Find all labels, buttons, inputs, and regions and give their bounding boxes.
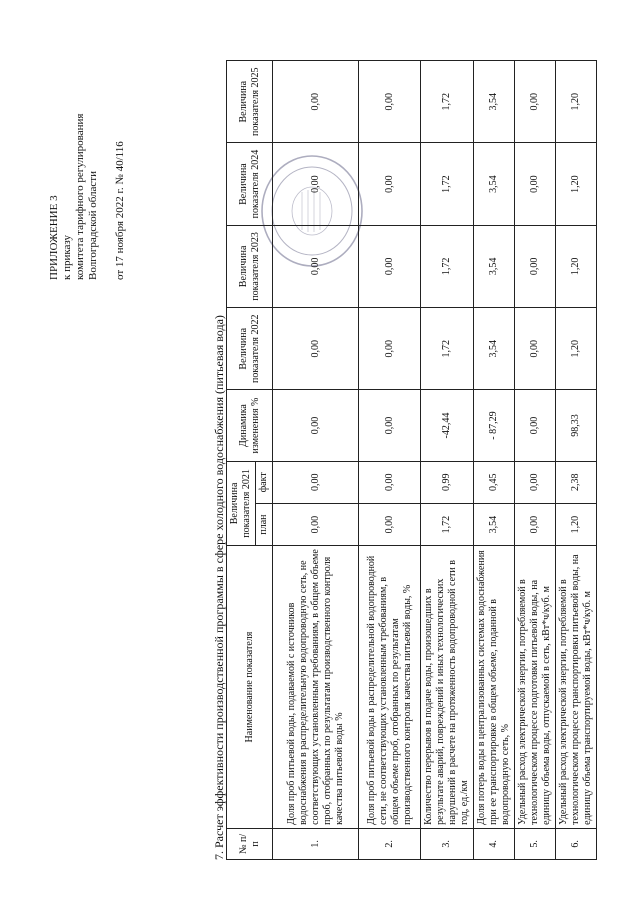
indicator-name: Доля потерь воды в централизованных системах водоснабжения при ее транспортировке в общем объеме, поданной в водопроводную сеть, % xyxy=(474,546,515,829)
value-2024: 1,72 xyxy=(421,143,474,225)
plan-value: 1,72 xyxy=(421,503,474,545)
value-2025: 1,20 xyxy=(556,61,597,143)
row-number: 6. xyxy=(556,828,597,859)
table-row xyxy=(273,61,359,860)
fact-value: 0,00 xyxy=(273,461,359,503)
value-2024: 3,54 xyxy=(474,143,515,225)
fact-value: 0,00 xyxy=(359,461,421,503)
col-header-fact: факт xyxy=(256,461,273,503)
col-header-2021: Величина показателя 2021 xyxy=(227,461,256,546)
value-2024: 0,00 xyxy=(273,143,359,225)
col-header-num: № п/п xyxy=(227,828,273,859)
dynamic-value: 0,00 xyxy=(273,390,359,461)
value-2022: 0,00 xyxy=(359,308,421,390)
col-header-plan: план xyxy=(256,503,273,545)
plan-value: 1,20 xyxy=(556,503,597,545)
table-row xyxy=(359,61,421,860)
value-2024: 0,00 xyxy=(515,143,556,225)
row-number: 5. xyxy=(515,828,556,859)
value-2025: 0,00 xyxy=(515,61,556,143)
appendix-region: Волгоградской области xyxy=(87,171,99,280)
row-number: 3. xyxy=(421,828,474,859)
value-2023: 1,72 xyxy=(421,225,474,307)
col-header-2023: Величина показателя 2023 xyxy=(227,225,273,307)
row-number: 2. xyxy=(359,828,421,859)
plan-value: 0,00 xyxy=(273,503,359,545)
row-number: 1. xyxy=(273,828,359,859)
value-2023: 0,00 xyxy=(515,225,556,307)
section-title: 7. Расчет эффективности производственной программы в сфере холодного водоснабжения (питьевая вода) xyxy=(212,315,226,860)
col-header-2025: Величина показателя 2025 xyxy=(227,61,273,143)
table-row xyxy=(515,61,556,860)
col-header-2024: Величина показателя 2024 xyxy=(227,143,273,225)
dynamic-value: 98,33 xyxy=(556,390,597,461)
value-2025: 0,00 xyxy=(273,61,359,143)
fact-value: 0,45 xyxy=(474,461,515,503)
indicator-name: Удельный расход электрической энергии, потребляемой в технологическом процессе подготовки питьевой воды, на единицу объема воды, отпускаемой в сеть, кВт*ч/куб. м xyxy=(515,546,556,829)
plan-value: 3,54 xyxy=(474,503,515,545)
value-2022: 1,72 xyxy=(421,308,474,390)
indicator-name: Количество перерывов в подаче воды, произошедших в результате аварий, повреждений и иных технологических нарушений в расчете на протяженность водопроводной сети в год, ед./км xyxy=(421,546,474,829)
value-2023: 0,00 xyxy=(273,225,359,307)
col-header-2022: Величина показателя 2022 xyxy=(227,308,273,390)
appendix-title: ПРИЛОЖЕНИЕ 3 xyxy=(48,195,60,280)
col-header-dynamic: Динамика изменения % xyxy=(227,390,273,461)
plan-value: 0,00 xyxy=(359,503,421,545)
indicator-name: Доля проб питьевой воды в распределительной водопроводной сети, не соответствующих установленным требованиям, в общем объеме проб, отобранных по результатам производственного контроля качества питьевой воды, % xyxy=(359,546,421,829)
fact-value: 2,38 xyxy=(556,461,597,503)
table-row xyxy=(474,61,515,860)
value-2024: 0,00 xyxy=(359,143,421,225)
value-2022: 1,20 xyxy=(556,308,597,390)
table-row xyxy=(556,61,597,860)
plan-value: 0,00 xyxy=(515,503,556,545)
efficiency-table xyxy=(226,60,597,860)
dynamic-value: 0,00 xyxy=(359,390,421,461)
value-2023: 3,54 xyxy=(474,225,515,307)
value-2022: 3,54 xyxy=(474,308,515,390)
table-row xyxy=(421,61,474,860)
appendix-header xyxy=(48,40,127,340)
indicator-name: Доля проб питьевой воды, подаваемой с источников водоснабжения в распределительную водопроводную сеть, не соответствующих установленным требованиям, в общем объеме проб, отобранных по результатам производственного контроля качества питьевой воды % xyxy=(273,546,359,829)
value-2023: 0,00 xyxy=(359,225,421,307)
appendix-order-date: от 17 ноября 2022 г. № 40/116 xyxy=(114,141,126,280)
appendix-ref: к приказу xyxy=(61,234,73,280)
col-header-name: Наименование показателя xyxy=(227,546,273,829)
appendix-committee: комитета тарифного регулирования xyxy=(74,113,86,280)
dynamic-value: 0,00 xyxy=(515,390,556,461)
value-2025: 3,54 xyxy=(474,61,515,143)
indicator-name: Удельный расход электрической энергии, потребляемой в технологическом процессе транспортировки питьевой воды, на единицу объема транспортируемой воды, кВт*ч/куб. м xyxy=(556,546,597,829)
value-2025: 0,00 xyxy=(359,61,421,143)
value-2025: 1,72 xyxy=(421,61,474,143)
value-2022: 0,00 xyxy=(515,308,556,390)
dynamic-value: - 87,29 xyxy=(474,390,515,461)
dynamic-value: -42,44 xyxy=(421,390,474,461)
fact-value: 0,00 xyxy=(515,461,556,503)
value-2022: 0,00 xyxy=(273,308,359,390)
value-2023: 1,20 xyxy=(556,225,597,307)
value-2024: 1,20 xyxy=(556,143,597,225)
fact-value: 0,99 xyxy=(421,461,474,503)
row-number: 4. xyxy=(474,828,515,859)
